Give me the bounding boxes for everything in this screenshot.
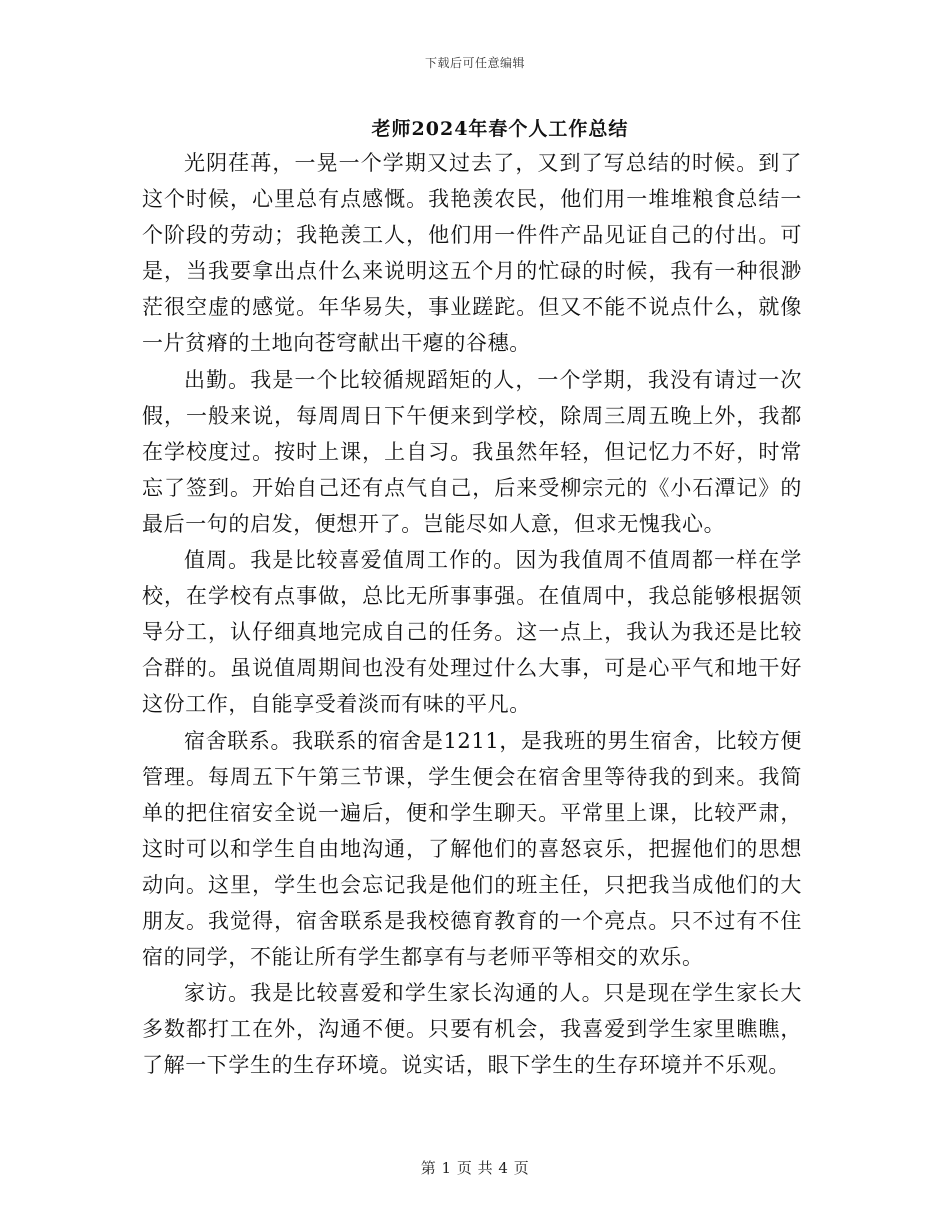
paragraph-dormitory: 宿舍联系。我联系的宿舍是1211，是我班的男生宿舍，比较方便管理。每周五下午第三节课，学生便会在宿舍里等待我的到来。我简单的把住宿安全说一遍后，便和学生聊天。平常里上课，比较严肃，这时可以和学生自由地沟通，了解他们的喜怒哀乐，把握他们的思想动向。这里，学生也会忘记我是他们的班主任，只把我当成他们的大朋友。我觉得，宿舍联系是我校德育教育的一个亮点。只不过有不住宿的同学，不能让所有学生都享有与老师平等相交的欢乐。 — [142, 728, 802, 970]
document-body — [142, 145, 802, 1083]
document-title: 老师2024年春个人工作总结 — [371, 118, 629, 140]
paragraph-home-visit: 家访。我是比较喜爱和学生家长沟通的人。只是现在学生家长大多数都打工在外，沟通不便。只要有机会，我喜爱到学生家里瞧瞧，了解一下学生的生存环境。说实话，眼下学生的生存环境并不乐观。 — [142, 981, 802, 1078]
header-note: 下载后可任意编辑 — [424, 56, 525, 70]
paragraph-attendance: 出勤。我是一个比较循规蹈矩的人，一个学期，我没有请过一次假，一般来说，每周周日下午便来到学校，除周三周五晚上外，我都在学校度过。按时上课，上自习。我虽然年轻，但记忆力不好，时常忘了签到。开始自己还有点气自己，后来受柳宗元的《小石潭记》的最后一句的启发，便想开了。岂能尽如人意，但求无愧我心。 — [142, 367, 802, 536]
paragraph-duty-week: 值周。我是比较喜爱值周工作的。因为我值周不值周都一样在学校，在学校有点事做，总比无所事事强。在值周中，我总能够根据领导分工，认仔细真地完成自己的任务。这一点上，我认为我还是比较合群的。虽说值周期间也没有处理过什么大事，可是心平气和地干好这份工作，自能享受着淡而有味的平凡。 — [142, 548, 802, 717]
page-number-footer: 第 1 页 共 4 页 — [420, 1159, 530, 1177]
paragraph-intro: 光阴荏苒，一晃一个学期又过去了，又到了写总结的时候。到了这个时候，心里总有点感慨。我艳羡农民，他们用一堆堆粮食总结一个阶段的劳动；我艳羡工人，他们用一件件产品见证自己的付出。可是，当我要拿出点什么来说明这五个月的忙碌的时候，我有一种很渺茫很空虚的感觉。年华易失，事业蹉跎。但又不能不说点什么，就像一片贫瘠的土地向苍穹献出干瘪的谷穗。 — [142, 151, 802, 356]
